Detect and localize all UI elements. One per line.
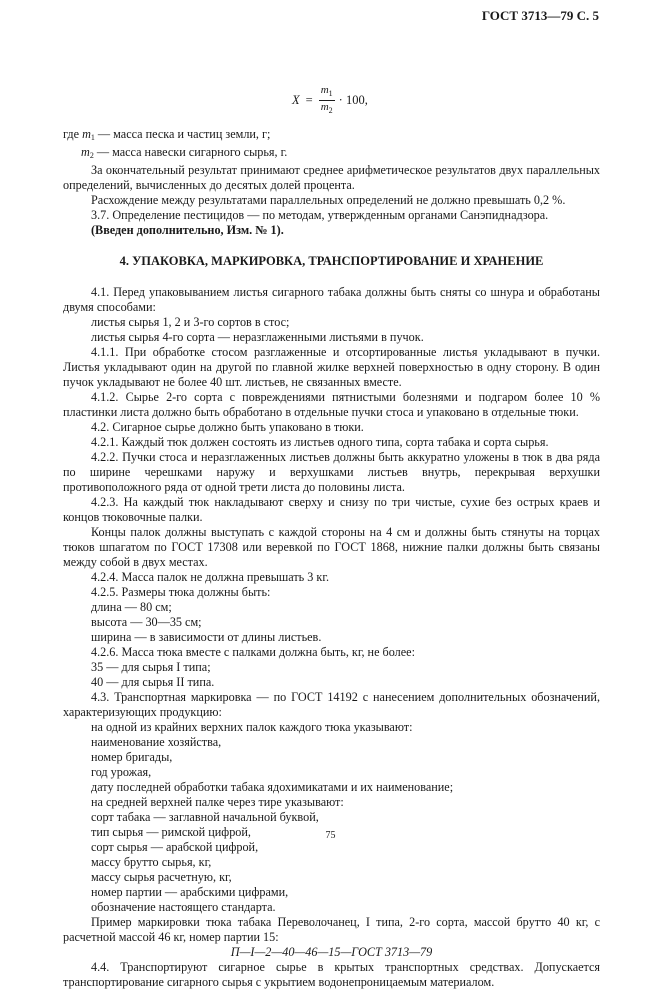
paragraph-4-2: 4.2. Сигарное сырье должно быть упаковано в тюки. [91,420,364,434]
list-item: наименование хозяйства, [91,735,222,749]
list-item: длина — 80 см; [91,600,172,614]
paragraph-4-1-1: 4.1.1. При обработке стосом разглаженные и отсортированные листья укладывают в пучки. Листья укладывают один на другой по главной жилке верхней поверхностью в одну сторону. В один пучок укладывают не более 40 шт. листьев, не связанных вместе. [63,345,600,389]
paragraph-4-2-2: 4.2.2. Пучки стоса и неразглаженных листьев должны быть аккуратно уложены в тюк в два ряда по ширине черешками наружу и верхушками листьев внутрь, перекрывая верхушки противоположного ряда от одной трети листа до половины листа. [63,450,600,494]
paragraph-4-1-2: 4.1.2. Сырье 2-го сорта с повреждениями пятнистыми болезнями и подгаром более 10 % пластинки листа должно быть обработано в отдельные пучки стоса и упаковано в отдельные тюки. [63,390,600,419]
paragraph-4-2-1: 4.2.1. Каждый тюк должен состоять из листьев одного типа, сорта табака и сорта сырья. [91,435,549,449]
paragraph-4-1: 4.1. Перед упаковыванием листья сигарного табака должны быть сняты со шнура и обработаны двумя способами: [63,285,600,314]
list-item: ширина — в зависимости от длины листьев. [91,630,322,644]
list-item: высота — 30—35 см; [91,615,202,629]
paragraph-final-result: За окончательный результат принимают среднее арифметическое результатов двух параллельных определений, вычисленных до десятых долей процента. [63,163,600,192]
list-item: массу сырья расчетную, кг, [91,870,232,884]
list-item: дату последней обработки табака ядохимикатами и их наименование; [91,780,454,794]
paragraph-4-3: 4.3. Транспортная маркировка — по ГОСТ 14192 с нанесением дополнительных обозначений, характеризующих продукцию: [63,690,600,719]
list-item: массу брутто сырья, кг, [91,855,212,869]
paragraph-4-2-6: 4.2.6. Масса тюка вместе с палками должна быть, кг, не более: [91,645,415,659]
where-line-1: где $m_1$ — масса песка и частиц земли, г; [63,127,271,142]
formula-lhs: X [292,93,300,108]
list-item: 40 — для сырья II типа. [91,675,215,689]
list-item: листья сырья 1, 2 и 3-го сортов в стос; [91,315,290,329]
paragraph-4-2-4: 4.2.4. Масса палок не должна превышать 3 кг. [91,570,330,584]
paragraph-discrepancy: Расхождение между результатами параллельных определений не должно превышать 0,2 %. [91,193,566,207]
paragraph-4-2-3: 4.2.3. На каждый тюк накладывают сверху и снизу по три чистые, сухие без острых краев и концов тюковочные палки. [63,495,600,524]
list-item: 35 — для сырья I типа; [91,660,211,674]
formula [292,84,368,117]
formula-fraction [319,84,335,117]
formula-equals: = [305,93,313,108]
paragraph-example: Пример маркировки тюка табака Переволочанец, I типа, 2-го сорта, массой брутто 40 кг, с расчетной массой 46 кг, номер партии 15: [63,915,600,944]
formula-numerator: $m_1$ [320,84,333,99]
document-body [63,127,600,990]
paragraph-4-4: 4.4. Транспортируют сигарное сырье в крытых транспортных средствах. Допускается транспортирование сигарного сырья с укрытием водонепроницаемым материалом. [63,960,600,989]
section-heading: 4. УПАКОВКА, МАРКИРОВКА, ТРАНСПОРТИРОВАНИЕ И ХРАНЕНИЕ [119,254,544,268]
paragraph-4-2-3-cont: Концы палок должны выступать с каждой стороны на 4 см и должны быть стянуты на торцах тюков шпагатом по ГОСТ 17308 или веревкой по ГОСТ 1868, нижние палки должны быть связаны между собой в двух местах. [63,525,600,569]
list-item: год урожая, [91,765,152,779]
list-item: листья сырья 4-го сорта — неразглаженными листьями в пучок. [91,330,424,344]
running-header: ГОСТ 3713—79 С. 5 [481,8,599,23]
list-item: сорт табака — заглавной начальной буквой, [91,810,319,824]
list-item: на одной из крайних верхних палок каждого тюка указывают: [91,720,413,734]
list-item: обозначение настоящего стандарта. [91,900,276,914]
example-code: П—I—2—40—46—15—ГОСТ 3713—79 [230,945,433,959]
list-item: тип сырья — римской цифрой, [91,825,251,839]
formula-denominator: $m_2$ [320,101,333,116]
list-item: на средней верхней палке через тире указывают: [91,795,344,809]
where-line-2: $m_2$ — масса навески сигарного сырья, г. [81,145,288,160]
paragraph-4-2-5: 4.2.5. Размеры тюка должны быть: [91,585,271,599]
list-item: номер бригады, [91,750,173,764]
paragraph-3-7: 3.7. Определение пестицидов — по методам, утвержденным органами Санэпиднадзора. [91,208,549,222]
formula-tail: · 100, [338,93,368,108]
page-number: 75 [325,830,336,841]
list-item: сорт сырья — арабской цифрой, [91,840,259,854]
amendment-note: (Введен дополнительно, Изм. № 1). [91,223,284,237]
list-item: номер партии — арабскими цифрами, [91,885,289,899]
